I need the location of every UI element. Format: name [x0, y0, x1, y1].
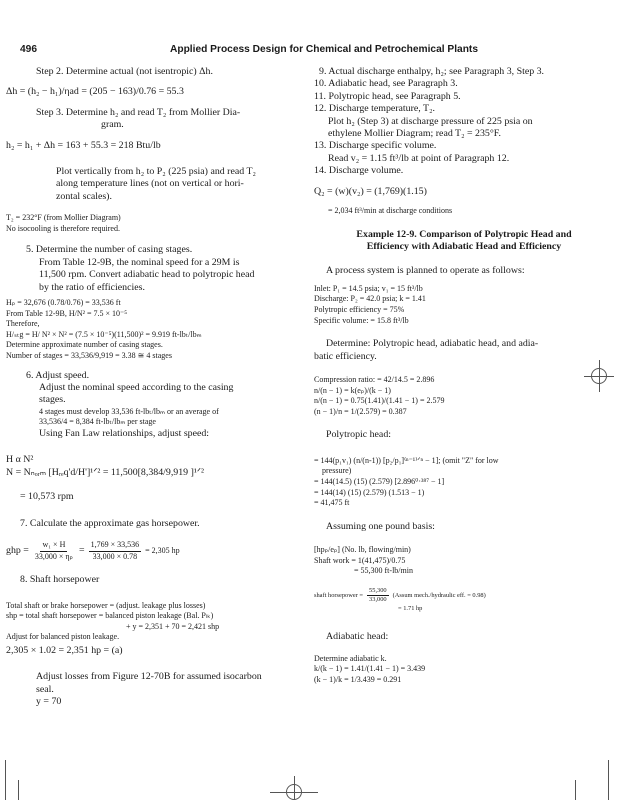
shaft-line-4: Adjust for balanced piston leakage. [6, 632, 120, 642]
inlet-conditions: Inlet: P₁ = 14.5 psia; v₁ = 15 ft³/lb [314, 283, 423, 293]
ghp-equals: = [78, 544, 85, 556]
ghp-fraction-2 [89, 540, 142, 562]
n-ratio-3: (n − 1)/n = 1/(2.579) = 0.387 [314, 406, 407, 416]
ghp-denominator-2: 33,000 × 0.78 [92, 551, 138, 561]
adiabatic-head-label: Adiabatic head: [326, 631, 389, 643]
adiabatic-k-line-1: k/(k − 1) = 1.41/(1.41 − 1) = 3.439 [314, 664, 426, 674]
determine-stages-text: Determine approximate number of casing stages. [6, 340, 163, 350]
no-isocooling-note: No isocooling is therefore required. [6, 223, 120, 233]
page-number: 496 [20, 44, 37, 55]
item-12-line-2: ethylene Mollier Diagram; read T₂ = 235°F. [328, 128, 501, 140]
ghp-equation [6, 540, 306, 562]
example-intro: A process system is planned to operate as follows: [326, 265, 525, 277]
polytropic-head-line-1: = 144(p₁v₁) (n/(n-1)) [p₂/p₁]⁽ⁿ⁻¹⁾ᐟⁿ − 1]; (omit "Z" for low [314, 455, 499, 465]
n-ratio-1: n/(n − 1) = k(eₚ)/(k − 1) [314, 385, 391, 395]
item-11: 11. Polytropic head, see Paragraph 5. [314, 90, 461, 102]
h2-equation: h₂ = h₁ + Δh = 163 + 55.3 = 218 Btu/lb [6, 139, 161, 151]
polytropic-head-line-4: = 41,475 ft [314, 498, 350, 508]
adjust-losses-line-1: Adjust losses from Figure 12-70B for assumed isocarbon [36, 671, 262, 683]
shaft-horsepower-note: (Assum mech./hydraulic eff. = 0.98) [392, 591, 486, 599]
crop-mark-bottom-left-2 [18, 780, 19, 800]
therefore-text: Therefore, [6, 319, 40, 329]
shaft-horsepower-label: shaft horsepower = [314, 591, 364, 599]
crop-mark-bottom-left [5, 760, 6, 800]
item-8-heading: 8. Shaft horsepower [20, 574, 100, 586]
item-12-line-1: Plot h₂ (Step 3) at discharge pressure of 225 psia on [328, 115, 533, 127]
item-6-line-1: Adjust the nominal speed according to the casing [39, 382, 234, 394]
delta-h-equation: Δh = (h₂ − h₁)/ηad = (205 − 163)/0.76 = 55.3 [6, 86, 184, 98]
q2-result: = 2,034 ft³/min at discharge conditions [328, 206, 453, 216]
item-6-line-4: 33,536/4 = 8,384 ft-lbₜ/lbₘ per stage [39, 417, 156, 427]
item-6-heading: 6. Adjust speed. [26, 369, 90, 381]
item-5-heading: 5. Determine the number of casing stages. [26, 244, 193, 256]
ghp-result: = 2,305 hp [145, 545, 180, 555]
item-7-heading: 7. Calculate the approximate gas horsepower. [20, 517, 200, 529]
plot-text-line-3: zontal scales). [56, 190, 112, 202]
step-2-text: Step 2. Determine actual (not isentropic) Δh. [36, 66, 213, 77]
assume-basis: Assuming one pound basis: [326, 520, 435, 532]
h-stage-equation: H/ₛₜg = H/ N² × N² = (7.5 × 10⁻⁵)(11,500)² = 9.919 ft-lbₜ/lbₘ [6, 329, 202, 339]
left-column [6, 66, 306, 709]
shaft-horsepower-equation [314, 587, 614, 605]
speed-equation: N = Nₙₒᵣₘ [Hᵣₑq'd/H']¹ᐟ² = 11,500[8,384/9,919 ]¹ᐟ² [6, 466, 204, 478]
table-reference: From Table 12-9B, H/N² = 7.5 × 10⁻⁵ [6, 308, 128, 318]
item-10: 10. Adiabatic head, see Paragraph 3. [314, 78, 458, 90]
number-of-stages: Number of stages = 33,536/9,919 = 3.38 ≅ 4 stages [6, 351, 172, 361]
q2-equation: Q₂ = (w)(v₂) = (1,769)(1.15) [314, 185, 427, 197]
adiabatic-k-heading: Determine adiabatic k. [314, 653, 387, 663]
shaft-work-line-2: Shaft work = 1(41,475)/0.75 [314, 555, 406, 565]
example-title-line-2: Efficiency with Adiabatic Head and Efficiency [366, 241, 562, 253]
compression-ratio: Compression ratio: = 42/14.5 = 2.896 [314, 375, 435, 385]
adjust-losses-line-3: y = 70 [36, 696, 62, 708]
shaft-horsepower-denominator: 33,000 [369, 596, 387, 604]
item-13-line-1: Read v₂ = 1.15 ft³/lb at point of Paragraph 12. [328, 152, 510, 164]
running-header [20, 44, 605, 58]
plot-text-line-2: along temperature lines (not on vertical or hori- [56, 178, 244, 190]
example-title-line-1: Example 12-9. Comparison of Polytropic Head and [356, 228, 572, 240]
item-6-line-2: stages. [39, 394, 66, 406]
shaft-line-1: Total shaft or brake horsepower = (adjust. leakage plus losses) [6, 600, 206, 610]
adjust-losses-line-2: seal. [36, 683, 54, 695]
ghp-fraction-1 [33, 540, 75, 562]
discharge-conditions: Discharge: P₂ = 42.0 psia; k = 1.41 [314, 294, 426, 304]
polytropic-head-label: Polytropic head: [326, 429, 391, 441]
ghp-label: ghp = [6, 544, 29, 556]
determine-line-1: Determine: Polytropic head, adiabatic head, and adia- [326, 338, 539, 350]
crop-mark-bottom-right [575, 780, 576, 800]
determine-line-2: batic efficiency. [314, 350, 377, 362]
hp-equation: Hₚ = 32,676 (0.78/0.76) = 33,536 ft [6, 298, 121, 308]
item-5-line-1: From Table 12-9B, the nominal speed for a 29M is [39, 256, 240, 268]
crop-mark-bottom-right-2 [608, 760, 609, 800]
item-6-line-5: Using Fan Law relationships, adjust speed: [39, 428, 210, 440]
item-9: 9. Actual discharge enthalpy, h₂; see Paragraph 3, Step 3. [319, 66, 545, 77]
ghp-denominator-1: 33,000 × ηₚ [34, 551, 73, 561]
step-3-line-1: Step 3. Determine h₂ and read T₂ from Mollier Dia- [36, 106, 241, 118]
plot-text-line-1: Plot vertically from h₂ to P₂ (225 psia) and read T₂ [56, 166, 256, 178]
item-13: 13. Discharge specific volume. [314, 140, 437, 152]
shaft-work-line-3: = 55,300 ft-lb/min [354, 566, 413, 576]
h-alpha-n2: H α N² [6, 454, 34, 466]
book-title: Applied Process Design for Chemical and Petrochemical Plants [170, 44, 478, 55]
item-14: 14. Discharge volume. [314, 165, 404, 177]
shaft-work-line-1: [hpₚ/eₚ] (No. lb, flowing/min) [314, 545, 411, 555]
polytropic-head-line-3: = 144(14) (15) (2.579) (1.513 − 1) [314, 487, 425, 497]
polytropic-efficiency: Polytropic efficiency = 75% [314, 305, 405, 315]
item-12: 12. Discharge temperature, T₂. [314, 103, 435, 115]
shaft-horsepower-numerator: 55,300 [367, 587, 389, 596]
polytropic-head-line-2: = 144(14.5) (15) (2.579) [2.896⁰·³⁸⁷ − 1] [314, 477, 445, 487]
adiabatic-k-line-2: (k − 1)/k = 1/3.439 = 0.291 [314, 674, 402, 684]
ghp-numerator-2: 1,769 × 33,536 [89, 540, 142, 552]
t2-result: T₂ = 232°F (from Mollier Diagram) [6, 213, 121, 223]
step-3-line-2: gram. [101, 119, 124, 131]
shaft-line-5: 2,305 × 1.02 = 2,351 hp = (a) [6, 645, 123, 657]
item-6-line-3: 4 stages must develop 33,536 ft-lbₜ/lbₘ or an average of [39, 406, 219, 416]
registration-line-bottom-v [294, 776, 295, 800]
right-column [314, 66, 614, 685]
ghp-numerator-1: w₁ × H [40, 540, 67, 552]
shaft-line-3: + y = 2,351 + 70 = 2,421 shp [126, 621, 220, 631]
shaft-horsepower-fraction [367, 587, 389, 605]
shaft-line-2: shp = total shaft horsepower = balanced piston leakage (Bal. Pₗₖ) [6, 611, 214, 621]
n-ratio-2: n/(n − 1) = 0.75(1.41)/(1.41 − 1) = 2.579 [314, 396, 445, 406]
item-5-line-3: by the ratio of efficiencies. [39, 281, 145, 293]
speed-result: = 10,573 rpm [20, 491, 74, 503]
item-5-line-2: 11,500 rpm. Convert adiabatic head to polytropic head [39, 269, 255, 281]
specific-volume: Specific volume: = 15.8 ft³/lb [314, 315, 409, 325]
shaft-horsepower-result: = 1.71 hp [398, 604, 423, 612]
polytropic-head-line-1b: pressure) [322, 466, 352, 476]
